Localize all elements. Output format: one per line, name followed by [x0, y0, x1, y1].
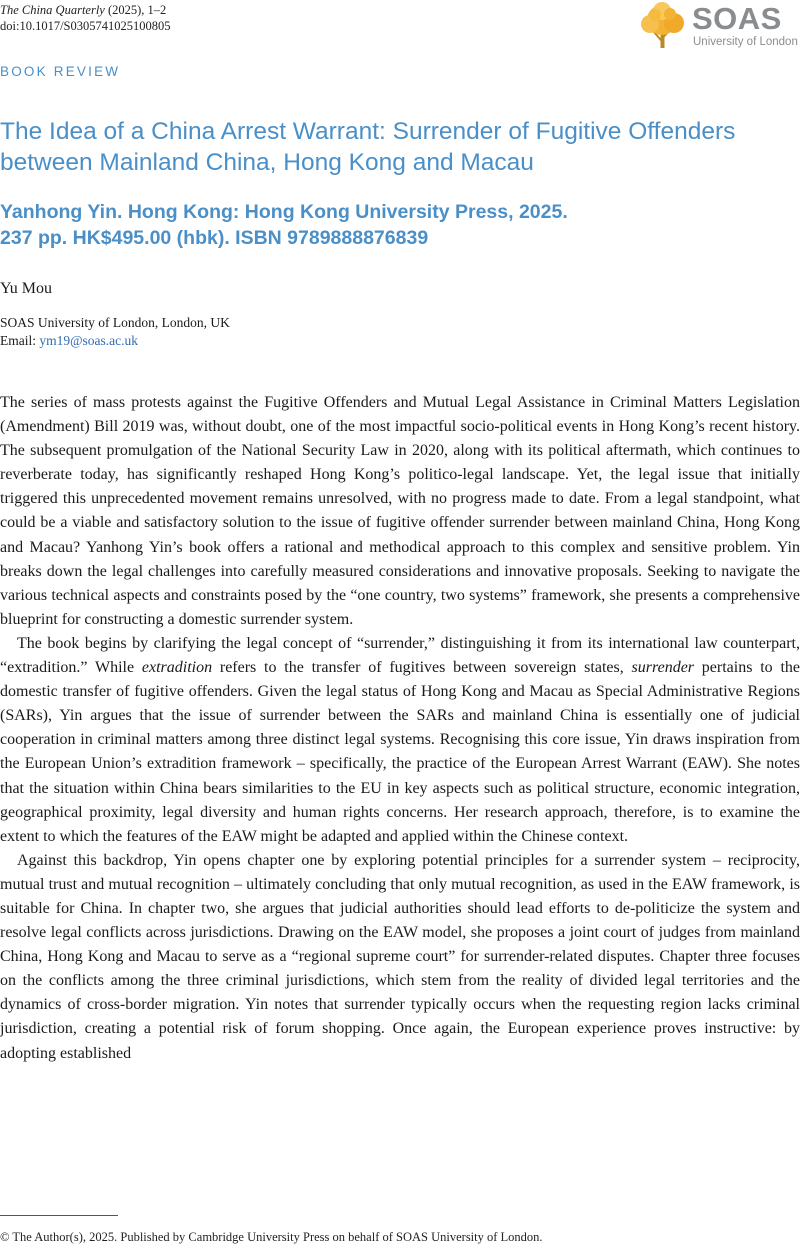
- logo-brand: SOAS: [692, 1, 782, 36]
- review-body: [0, 391, 800, 1066]
- article-title: The Idea of a China Arrest Warrant: Surrender of Fugitive Offenders between Mainland China, Hong Kong and Macau: [0, 118, 736, 176]
- paragraph-1: The series of mass protests against the Fugitive Offenders and Mutual Legal Assistance in Criminal Matters Legislation (Amendment) Bill 2019 was, without doubt, one of the most impactful socio-political events in Hong Kong’s recent history. The subsequent promulgation of the National Security Law in 2020, along with its political aftermath, which continues to reverberate today, has significantly reshaped Hong Kong’s politico-legal landscape. Yet, the legal issue that initially triggered this unprecedented movement remains unresolved, with no progress made to date. From a legal standpoint, what could be a viable and satisfactory solution to the issue of fugitive offender surrender between mainland China, Hong Kong and Macau? Yanhong Yin’s book offers a rational and methodical approach to this complex and sensitive problem. Yin breaks down the legal challenges into carefully measured considerations and innovative proposals. Seeking to navigate the various technical aspects and constraints posed by the “one country, two systems” framework, she presents a comprehensive blueprint for constructing a domestic surrender system.: [0, 394, 800, 628]
- journal-name: The China Quarterly: [0, 3, 105, 17]
- italic-term-surrender: surrender: [631, 659, 695, 677]
- paragraph-2-text: The book begins by clarifying the legal concept of “surrender,” distinguishing it from its international law counterpart, “extradition.” While: [0, 634, 800, 677]
- journal-citation: [0, 2, 171, 34]
- soas-logo: [636, 2, 796, 52]
- paragraph-2: [0, 632, 800, 849]
- section-label: BOOK REVIEW: [0, 64, 121, 79]
- book-details: [0, 199, 800, 251]
- italic-term-extradition: extradition: [141, 659, 213, 677]
- doi[interactable]: doi:10.1017/S0305741025100805: [0, 19, 171, 33]
- book-publisher-line: Yanhong Yin. Hong Kong: Hong Kong University Press, 2025.: [0, 201, 568, 223]
- copyright-footer: © The Author(s), 2025. Published by Cambridge University Press on behalf of SOAS University of London.: [0, 1230, 543, 1244]
- reviewer-email: [0, 332, 138, 350]
- email-link[interactable]: ym19@soas.ac.uk: [39, 333, 139, 348]
- tree-icon: [636, 2, 690, 50]
- reviewer-name: Yu Mou: [0, 280, 53, 297]
- reviewer-affiliation: SOAS University of London, London, UK: [0, 315, 230, 330]
- book-isbn-line: 237 pp. HK$495.00 (hbk). ISBN 9789888876839: [0, 227, 429, 249]
- footer-divider: [0, 1215, 118, 1216]
- journal-issue: (2025), 1–2: [107, 3, 167, 17]
- paragraph-2-text: refers to the transfer of fugitives between sovereign states,: [212, 659, 632, 677]
- email-label: Email:: [0, 333, 36, 348]
- logo-subtitle: University of London: [693, 36, 798, 48]
- paragraph-3: Against this backdrop, Yin opens chapter one by exploring potential principles for a surrender system – reciprocity, mutual trust and mutual recognition – ultimately concluding that only mutual recognition, as used in the EAW framework, is suitable for China. In chapter two, she argues that judicial authorities should lead efforts to de-politicize the system and resolve legal conflicts across jurisdictions. Drawing on the EAW model, she proposes a joint court of judges from mainland China, Hong Kong and Macau to serve as a “regional supreme court” for surrender-related disputes. Chapter three focuses on the conflicts among the three criminal jurisdictions, which stem from the reality of divided legal territories and the dynamics of cross-border migration. Yin notes that surrender typically occurs when the requesting region lacks criminal jurisdiction, creating a potential risk of forum shopping. Once again, the European experience proves instructive: by adopting established: [0, 851, 800, 1062]
- paragraph-2-text: pertains to the domestic transfer of fugitive offenders. Given the legal status of Hong Kong and Macau as Special Administrative Regions (SARs), Yin argues that the issue of surrender between the SARs and mainland China is essentially one of judicial cooperation in criminal matters among three distinct legal systems. Recognising this core issue, Yin draws inspiration from the European Union’s extradition framework – specifically, the practice of the European Arrest Warrant (EAW). She notes that the situation within China bears similarities to the EU in key aspects such as political structure, economic integration, geographical proximity, legal diversity and human rights concerns. Her research approach, therefore, is to examine the extent to which the features of the EAW might be adapted and applied within the Chinese context.: [0, 659, 800, 845]
